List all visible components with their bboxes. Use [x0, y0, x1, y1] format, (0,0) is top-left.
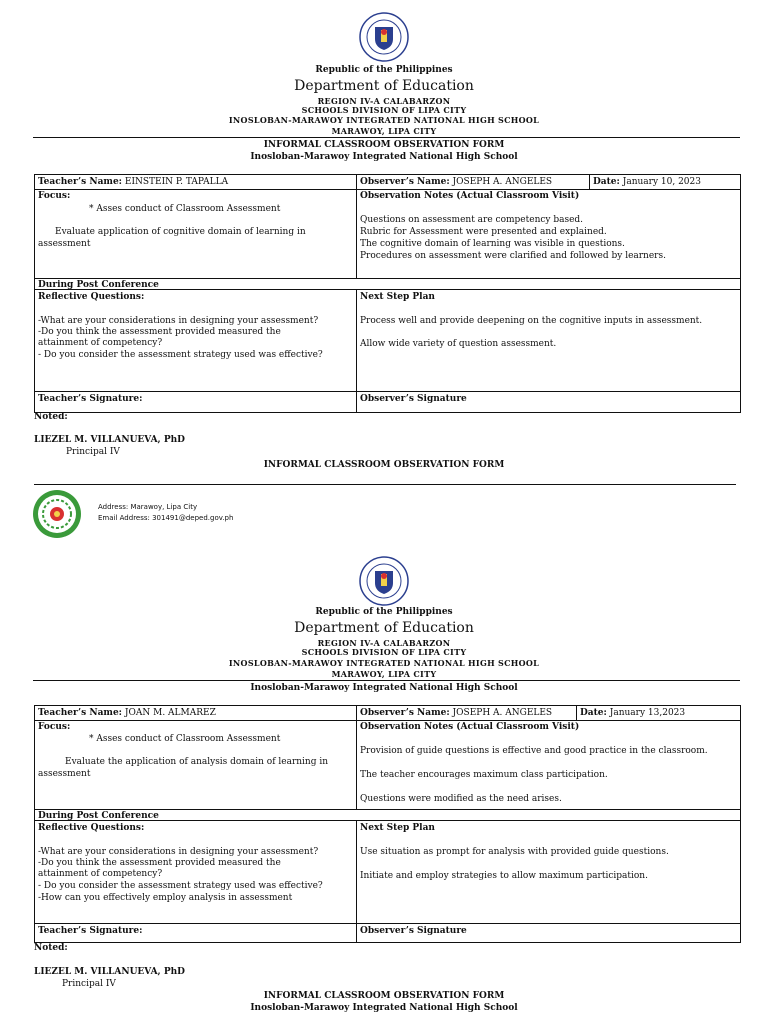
reflective-question: - Do you consider the assessment strategy used was effective?: [38, 881, 323, 891]
school-line: INOSLOBAN-MARAWOY INTEGRATED NATIONAL HIGH SCHOOL: [228, 658, 540, 668]
focus-item: Evaluate the application of analysis domain of learning in: [65, 757, 329, 767]
form-school-line: Inosloban-Marawoy Integrated National High School: [250, 152, 518, 162]
footer-form-title: INFORMAL CLASSROOM OBSERVATION FORM: [263, 460, 505, 470]
next-step-item: Use situation as prompt for analysis with provided guide questions.: [360, 847, 669, 857]
principal-position: Principal IV: [66, 447, 120, 457]
focus-label: Focus:: [38, 191, 71, 201]
department-title: Department of Education: [294, 78, 474, 94]
observation-notes-label: Observation Notes (Actual Classroom Visit): [360, 191, 580, 201]
reflective-question: - Do you consider the assessment strategy used was effective?: [38, 350, 323, 360]
next-step-item: Initiate and employ strategies to allow maximum participation.: [360, 871, 648, 881]
header-divider: [33, 137, 740, 138]
observation-note: The teacher encourages maximum class participation.: [360, 770, 608, 780]
post-conference-label: During Post Conference: [38, 811, 159, 821]
observation-note: Questions were modified as the need arises.: [360, 794, 562, 804]
deped-seal-icon: [359, 12, 409, 62]
reflective-questions-label: Reflective Questions:: [38, 292, 145, 302]
reflective-question: -What are your considerations in designing your assessment?: [38, 847, 319, 857]
location-line: MARAWOY, LIPA CITY: [331, 126, 437, 136]
observation-form-table: [34, 705, 741, 943]
reflective-question: attainment of competency?: [38, 338, 163, 348]
focus-item: * Asses conduct of Classroom Assessment: [89, 204, 281, 214]
republic-line: Republic of the Philippines: [315, 65, 453, 75]
focus-item: Evaluate application of cognitive domain of learning in: [55, 227, 306, 237]
observation-note: The cognitive domain of learning was visible in questions.: [360, 239, 625, 249]
principal-name: LIEZEL M. VILLANUEVA, PhD: [34, 967, 185, 977]
reflective-question: attainment of competency?: [38, 869, 163, 879]
school-seal-icon: [32, 489, 82, 539]
location-line: MARAWOY, LIPA CITY: [331, 669, 437, 679]
form-title: INFORMAL CLASSROOM OBSERVATION FORM: [263, 140, 505, 150]
reflective-questions-label: Reflective Questions:: [38, 823, 145, 833]
division-line: SCHOOLS DIVISION OF LIPA CITY: [301, 105, 467, 115]
next-step-label: Next Step Plan: [360, 823, 435, 833]
department-title: Department of Education: [294, 620, 474, 636]
division-line: SCHOOLS DIVISION OF LIPA CITY: [301, 647, 467, 657]
observer-name-field: Observer’s Name: JOSEPH A. ANGELES: [360, 177, 553, 187]
school-email: Email Address: 301491@deped.gov.ph: [98, 514, 234, 522]
focus-label: Focus:: [38, 722, 71, 732]
principal-position: Principal IV: [62, 979, 116, 989]
teacher-name-field: Teacher’s Name: EINSTEIN P. TAPALLA: [38, 177, 229, 187]
focus-item: assessment: [38, 239, 91, 249]
post-conference-label: During Post Conference: [38, 280, 159, 290]
date-field: Date: January 10, 2023: [593, 177, 701, 187]
teacher-name-field: Teacher’s Name: JOAN M. ALMAREZ: [38, 708, 216, 718]
next-step-item: Process well and provide deepening on the cognitive inputs in assessment.: [360, 316, 703, 326]
form-school-line: Inosloban-Marawoy Integrated National High School: [250, 683, 518, 693]
reflective-question: -What are your considerations in designing your assessment?: [38, 316, 319, 326]
next-step-item: Allow wide variety of question assessment.: [360, 339, 557, 349]
observation-note: Rubric for Assessment were presented and explained.: [360, 227, 607, 237]
observer-signature-label: Observer’s Signature: [360, 394, 467, 404]
region-line: REGION IV-A CALABARZON: [317, 96, 451, 106]
reflective-question: -Do you think the assessment provided measured the: [38, 858, 281, 868]
focus-item: assessment: [38, 769, 91, 779]
date-field: Date: January 13,2023: [580, 708, 686, 718]
observation-note: Procedures on assessment were clarified and followed by learners.: [360, 251, 666, 261]
teacher-signature-label: Teacher’s Signature:: [38, 926, 143, 936]
header-divider: [33, 680, 740, 681]
observation-notes-label: Observation Notes (Actual Classroom Visit): [360, 722, 580, 732]
teacher-signature-label: Teacher’s Signature:: [38, 394, 143, 404]
observation-form-table: [34, 174, 741, 413]
observer-name-field: Observer’s Name: JOSEPH A. ANGELES: [360, 708, 553, 718]
deped-seal-icon: [359, 556, 409, 606]
school-line: INOSLOBAN-MARAWOY INTEGRATED NATIONAL HIGH SCHOOL: [228, 115, 540, 125]
focus-item: * Asses conduct of Classroom Assessment: [89, 734, 281, 744]
principal-name: LIEZEL M. VILLANUEVA, PhD: [34, 435, 185, 445]
noted-label: Noted:: [34, 943, 68, 953]
footer-form-title: INFORMAL CLASSROOM OBSERVATION FORM: [263, 991, 505, 1001]
observer-signature-label: Observer’s Signature: [360, 926, 467, 936]
reflective-question: -Do you think the assessment provided measured the: [38, 327, 281, 337]
observation-note: Provision of guide questions is effective and good practice in the classroom.: [360, 746, 708, 756]
region-line: REGION IV-A CALABARZON: [317, 638, 451, 648]
footer-divider: [34, 484, 736, 485]
observation-note: Questions on assessment are competency based.: [360, 215, 584, 225]
footer-school-line: Inosloban-Marawoy Integrated National High School: [250, 1003, 518, 1013]
school-address: Address: Marawoy, Lipa City: [98, 503, 198, 511]
republic-line: Republic of the Philippines: [315, 607, 453, 617]
noted-label: Noted:: [34, 412, 68, 422]
reflective-question: -How can you effectively employ analysis in assessment: [38, 893, 293, 903]
next-step-label: Next Step Plan: [360, 292, 435, 302]
